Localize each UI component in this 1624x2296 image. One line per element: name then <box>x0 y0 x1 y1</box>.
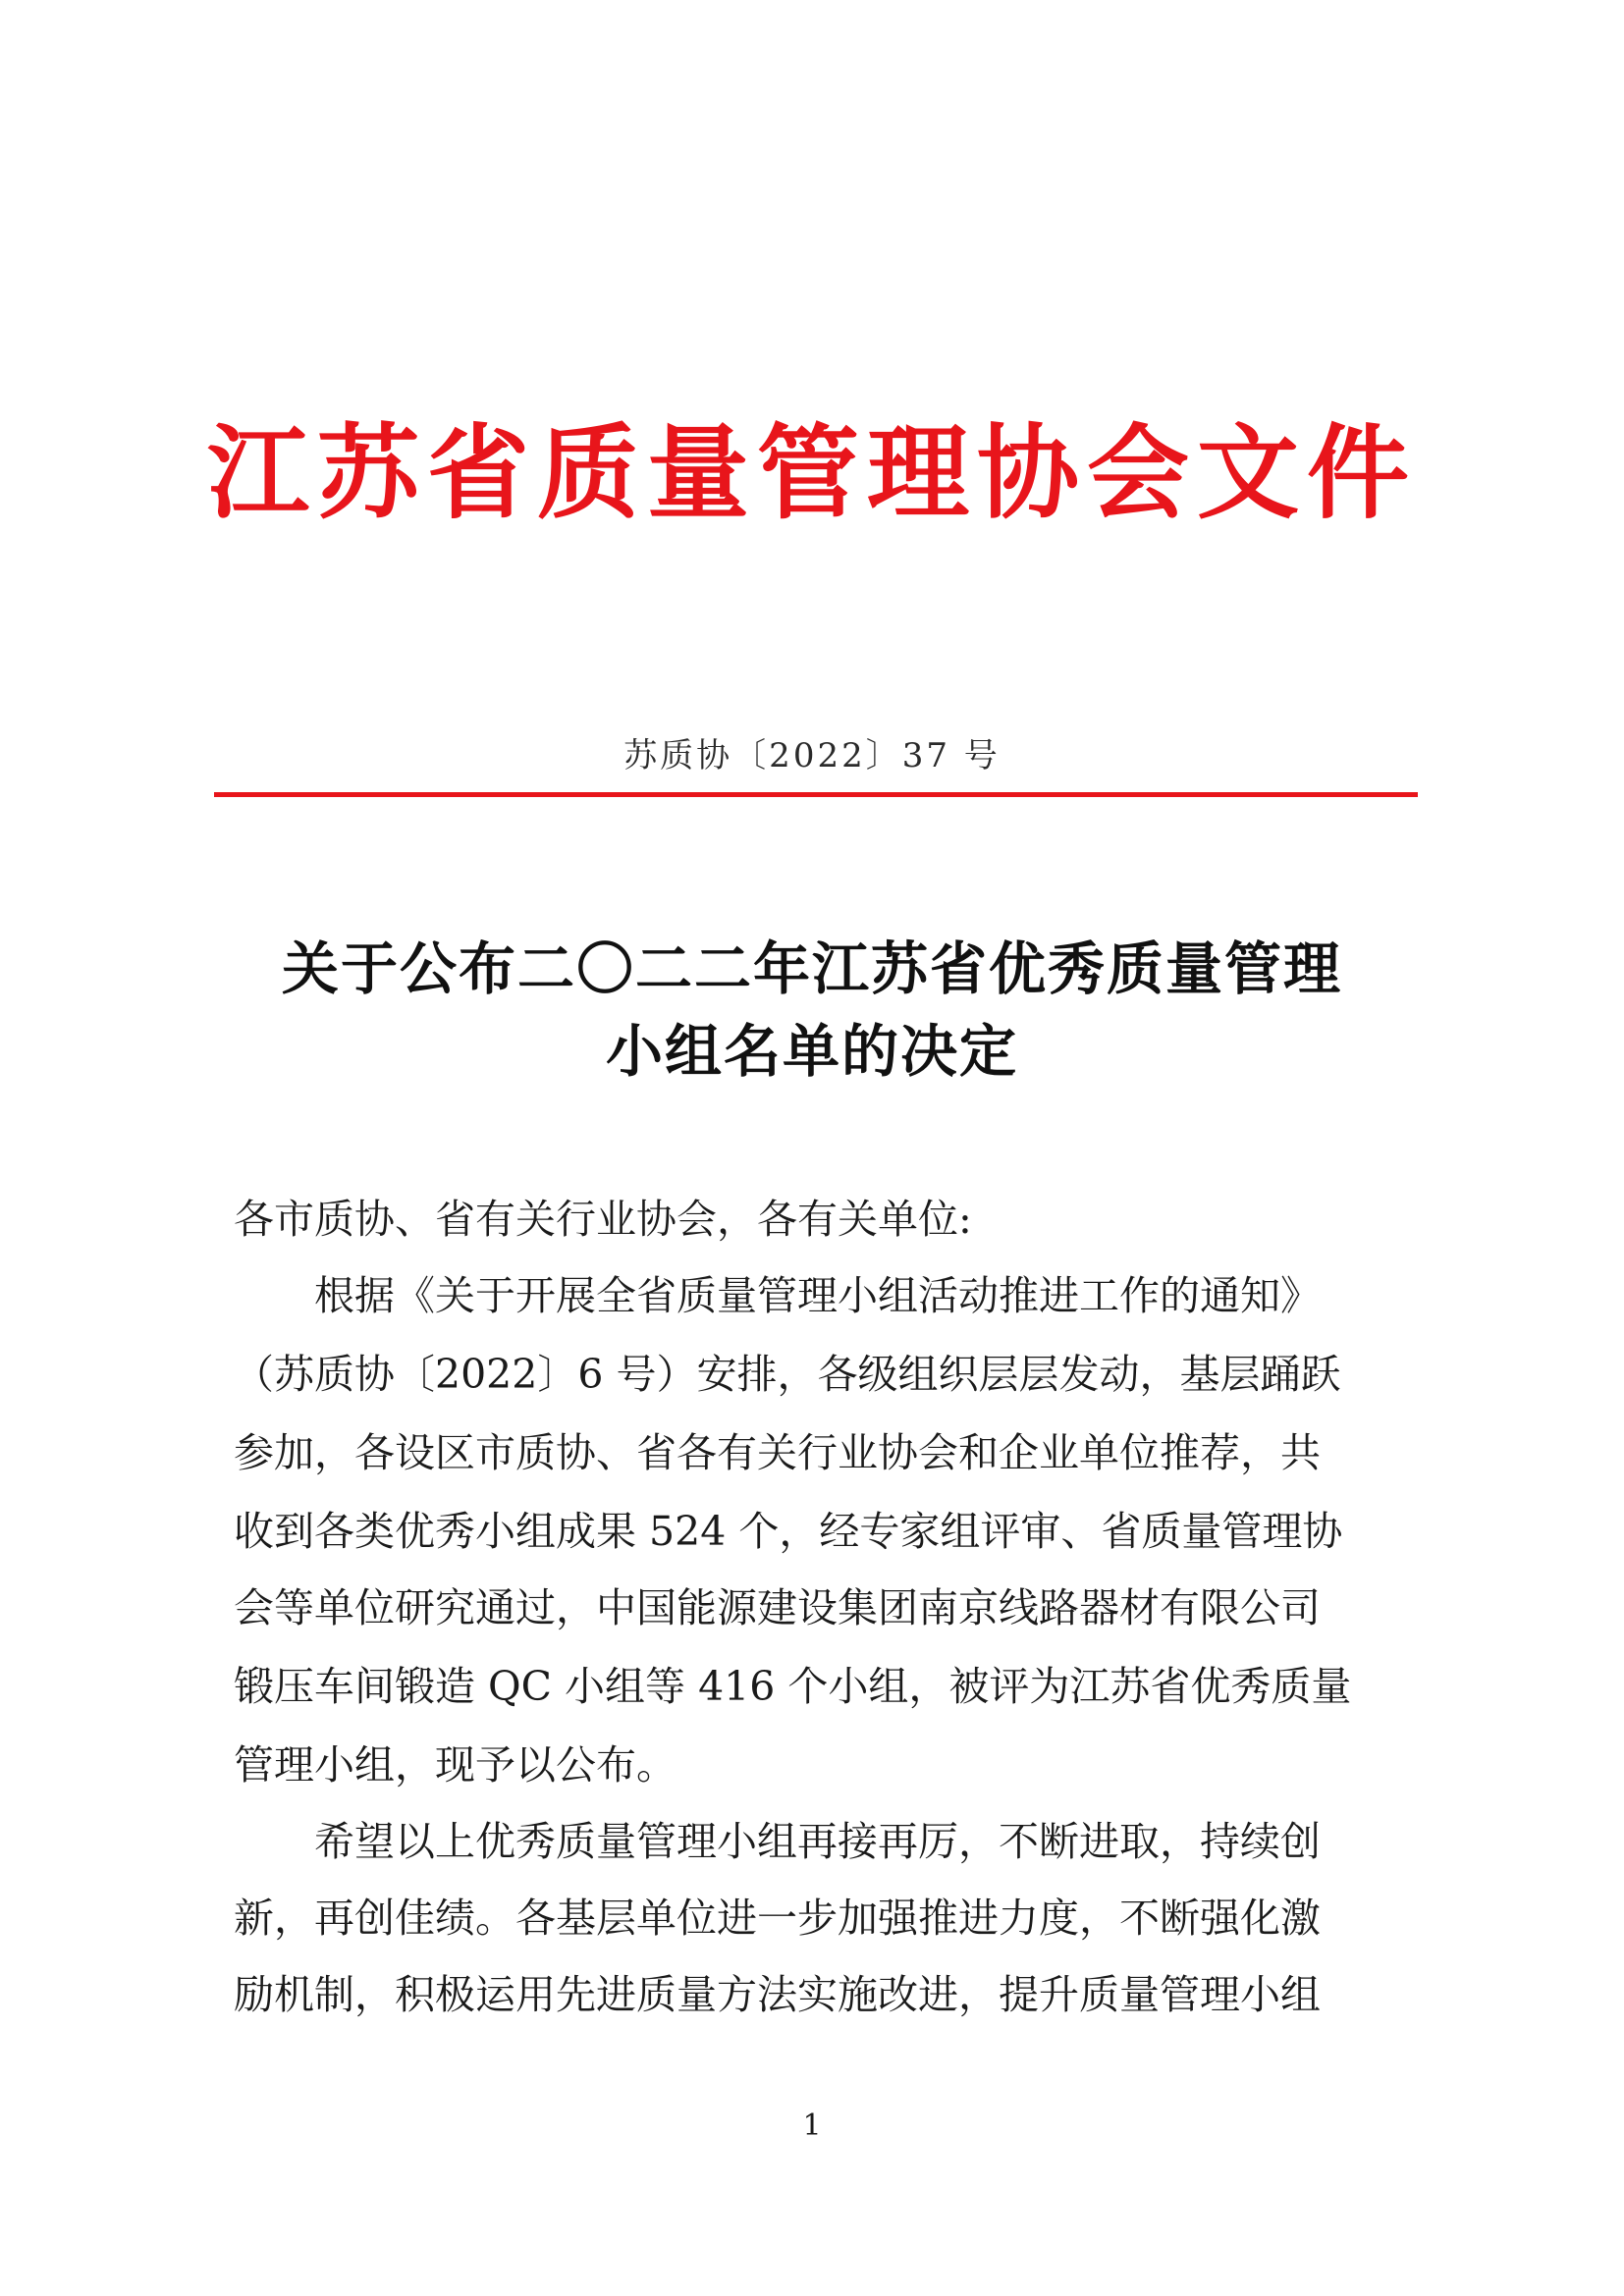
paragraph-1-line: 参加，各设区市质协、省各有关行业协会和企业单位推荐，共 <box>234 1429 1321 1476</box>
page-number: 1 <box>802 2109 822 2143</box>
decision-title-line-2: 小组名单的决定 <box>605 1018 1018 1085</box>
paragraph-1-line: 锻压车间锻造 QC 小组等 416 个小组，被评为江苏省优秀质量 <box>234 1663 1352 1710</box>
paragraph-1-line: 管理小组，现予以公布。 <box>234 1741 677 1789</box>
organization-header-title: 江苏省质量管理协会文件 <box>206 412 1417 533</box>
document-number: 苏质协〔2022〕37 号 <box>623 736 1001 775</box>
paragraph-1-line: 收到各类优秀小组成果 524 个，经专家组评审、省质量管理协 <box>234 1508 1343 1555</box>
paragraph-1-line: 根据《关于开展全省质量管理小组活动推进工作的通知》 <box>234 1272 1321 1319</box>
paragraph-1-line: 会等单位研究通过，中国能源建设集团南京线路器材有限公司 <box>234 1584 1321 1631</box>
paragraph-2-line: 新，再创佳绩。各基层单位进一步加强推进力度，不断强化激 <box>234 1895 1321 1942</box>
paragraph-2-line: 励机制，积极运用先进质量方法实施改进，提升质量管理小组 <box>234 1971 1321 2018</box>
salutation: 各市质协、省有关行业协会，各有关单位: <box>234 1196 972 1243</box>
paragraph-1-line: （苏质协〔2022〕6 号）安排，各级组织层层发动，基层踊跃 <box>234 1351 1341 1398</box>
decision-title-line-1: 关于公布二〇二二年江苏省优秀质量管理 <box>281 935 1342 1002</box>
paragraph-2-line: 希望以上优秀质量管理小组再接再厉，不断进取，持续创 <box>234 1818 1321 1865</box>
red-divider-rule <box>214 792 1418 797</box>
